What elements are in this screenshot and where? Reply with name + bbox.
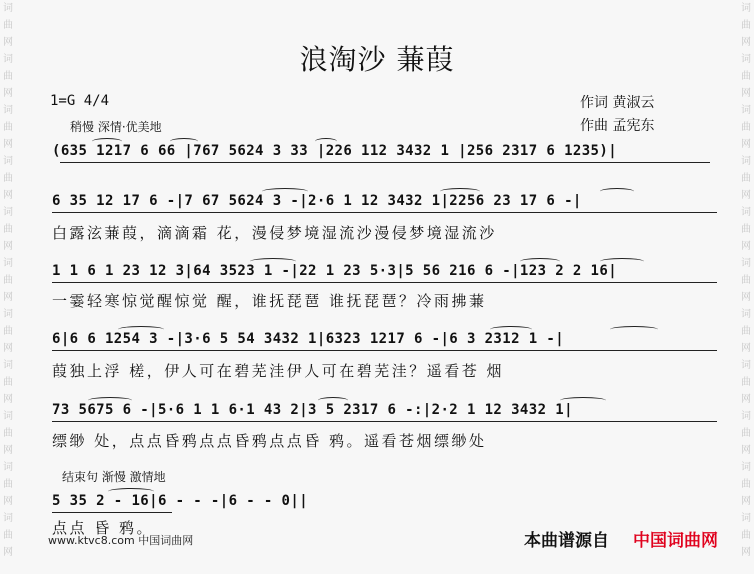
slur-mark xyxy=(520,258,560,265)
lyrics-line-4: 葭独上浮 槎，伊人可在碧芜洼伊人可在碧芜洼？遥看苍 烟 xyxy=(52,362,505,380)
slur-mark xyxy=(318,397,348,404)
slur-mark xyxy=(250,258,296,265)
beam-underline xyxy=(52,512,172,513)
slur-mark xyxy=(560,397,606,404)
slur-mark xyxy=(108,488,154,495)
notation-line-3: 1 1 6 1 23 12 3|64 3523 1 -|22 1 23 5·3|5 56 216 6 -|123 2 2 16| xyxy=(52,263,618,279)
key-signature: 1=G 4/4 xyxy=(50,93,110,109)
notation-line-2: 6 35 12 17 6 -|7 67 5624 3 -|2·6 1 12 3432 1|2256 23 17 6 -| xyxy=(52,193,582,209)
slur-mark xyxy=(490,326,532,333)
beam-underline xyxy=(52,282,717,283)
slur-mark xyxy=(610,326,658,333)
slur-mark xyxy=(118,326,164,333)
ending-marking: 结束句 渐慢 激情地 xyxy=(62,470,166,484)
slur-mark xyxy=(92,138,122,145)
site-name: 中国词曲网 xyxy=(633,531,718,551)
lyrics-line-6: 点点 昏 鸦。 xyxy=(52,519,155,537)
notation-line-1: (635 1217 6 66 |767 5624 3 33 |226 112 3432 1 |256 2317 6 1235)| xyxy=(52,143,618,159)
slur-mark xyxy=(88,397,132,404)
slur-mark xyxy=(170,138,198,145)
slur-mark xyxy=(315,138,337,145)
beam-underline xyxy=(52,350,717,351)
slur-mark xyxy=(600,188,634,195)
lyrics-line-3: 一霎轻寒惊觉醒惊觉 醒，谁抚琵琶 谁抚琵琶？冷雨拂蒹 xyxy=(52,292,487,310)
notation-line-6: 5 35 2 - 16|6 - - -|6 - - 0|| xyxy=(52,493,309,509)
notation-line-5: 73 5675 6 -|5·6 1 1 6·1 43 2|3 5 2317 6 -:|2·2 1 12 3432 1| xyxy=(52,402,573,418)
slur-mark xyxy=(440,188,480,195)
slur-mark xyxy=(262,188,308,195)
watermark-left: 词 曲 网 词 曲 网 词 曲 网 词 曲 网 词 曲 网 词 曲 网 词 曲 网 词 曲 网 词 曲 网 词 曲 网 词 曲 网 xyxy=(3,3,13,558)
watermark-right: 词 曲 网 词 曲 网 词 曲 网 词 曲 网 词 曲 网 词 曲 网 词 曲 网 词 曲 网 词 曲 网 词 曲 网 词 曲 网 xyxy=(741,3,751,558)
song-title: 浪淘沙 蒹葭 xyxy=(299,43,455,76)
lyricist-credit: 作词 黄淑云 xyxy=(580,95,655,111)
lyrics-line-2: 白露泫蒹葭，滴滴霜 花，漫侵梦境湿流沙漫侵梦境湿流沙 xyxy=(52,224,497,242)
tempo-marking: 稍慢 深情·优美地 xyxy=(70,120,162,134)
notation-line-4: 6|6 6 1254 3 -|3·6 5 54 3432 1|6323 1217 6 -|6 3 2312 1 -| xyxy=(52,331,565,347)
source-label: 本曲谱源自 xyxy=(524,531,609,551)
site-url: www.ktvc8.com 中国词曲网 xyxy=(48,534,194,547)
beam-underline xyxy=(52,421,717,422)
slur-mark xyxy=(600,258,644,265)
lyrics-line-5: 缥缈 处，点点昏鸦点点昏鸦点点昏 鸦。遥看苍烟缥缈处 xyxy=(52,432,487,450)
beam-underline xyxy=(52,212,717,213)
beam-underline xyxy=(60,162,710,163)
composer-credit: 作曲 孟宪东 xyxy=(580,118,655,134)
